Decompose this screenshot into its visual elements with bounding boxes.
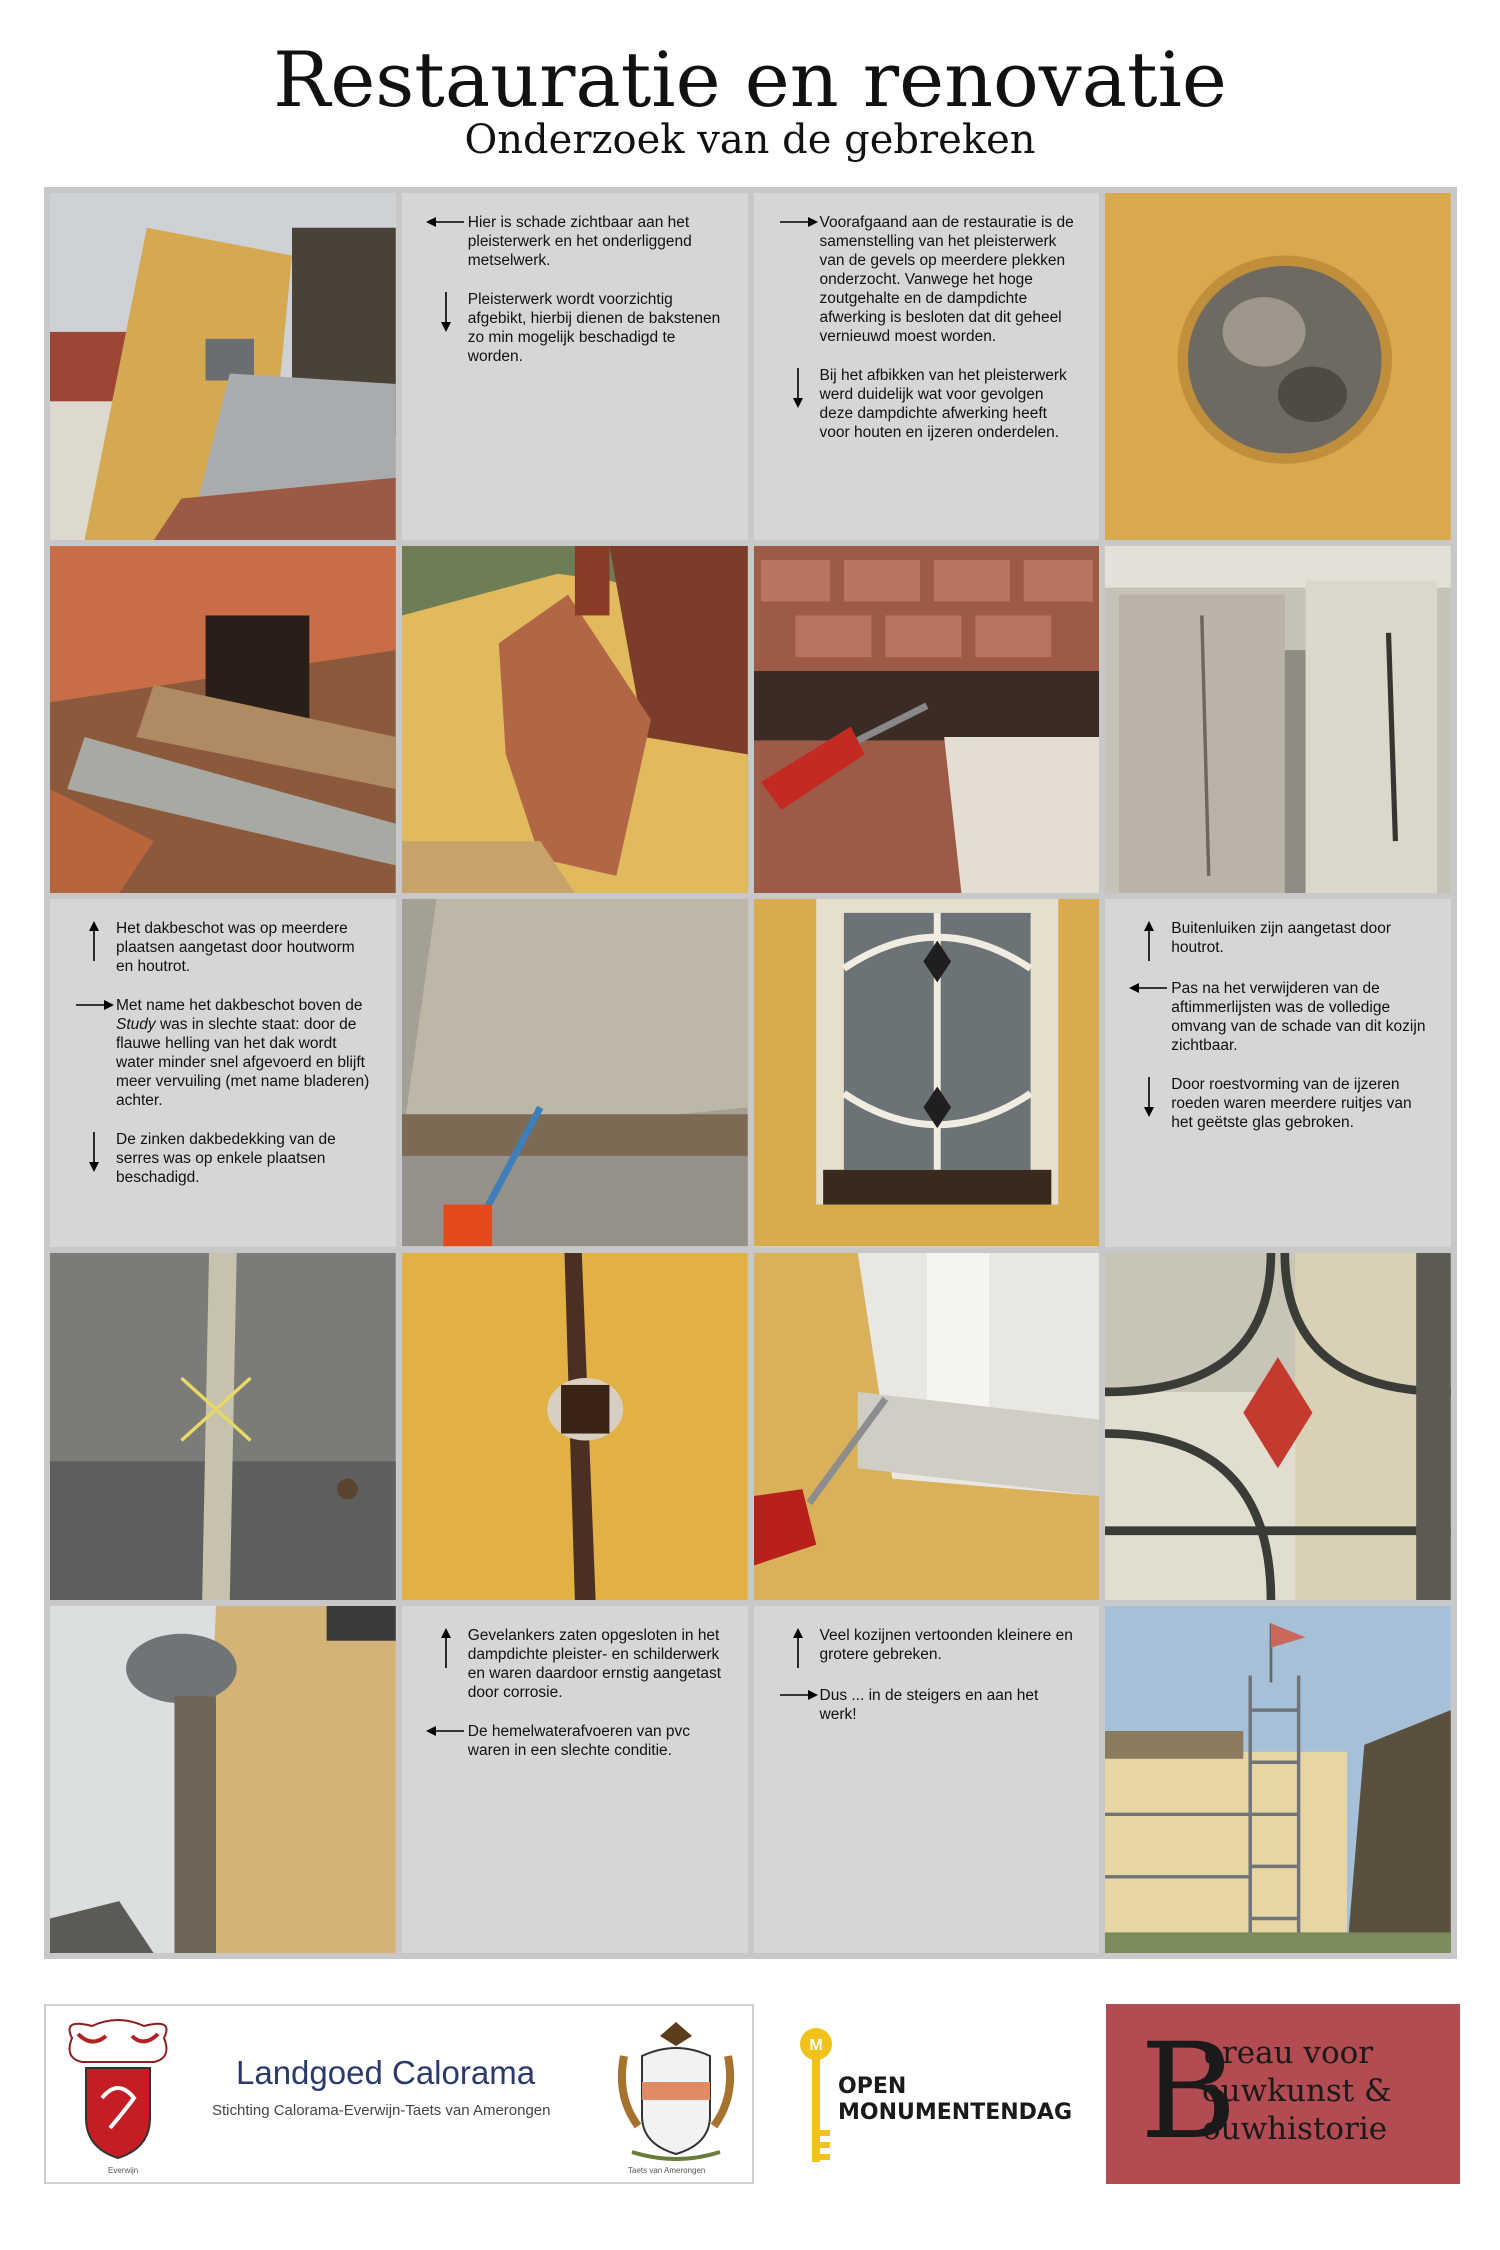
paragraph-text: Hier is schade zichtbaar aan het pleisterwerk en het onderliggend metselwerk. [467,214,692,269]
paragraph-text: Veel kozijnen vertoonden kleinere en grotere gebreken. [819,1626,1073,1663]
paragraph-text: De zinken dakbedekking van de serres was op enkele plaatsen beschadigd. [116,1131,336,1187]
bureau-bouwkunst-logo [1106,2004,1460,2184]
text-paragraph [776,213,1078,346]
arrow-right-icon [72,996,116,1036]
text-paragraph [72,1130,374,1187]
paragraph-text: De hemelwaterafvoeren van pvc waren in een slechte conditie. [467,1722,691,1759]
photo-damaged-roof-tiles [50,546,396,893]
text-paragraph [72,996,374,1110]
paragraph-text: Pleisterwerk wordt voorzichtig afgebikt, hierbij dienen de bakstenen zo min mogelijk beschadigd te worden. [467,291,721,365]
text-paragraph [72,919,374,976]
text-window-frames [754,1606,1100,1953]
photo-shutters-wood-rot [1105,546,1451,893]
bureau-line1: ureau voor [1202,2035,1374,2071]
photo-corroded-wall-anchor [402,1253,748,1600]
landgoed-title: Landgoed Calorama [236,2054,536,2091]
text-paragraph [424,1626,726,1702]
page-subtitle: Onderzoek van de gebreken [464,117,1036,163]
arrow-right-icon [776,1686,820,1726]
arrow-left-icon [424,213,468,253]
text-paragraph [1127,919,1429,959]
open-monumentendag-line2: MONUMENTENDAG [838,2100,1072,2125]
text-paragraph [424,1722,726,1762]
paragraph-text: Dus ... in de steigers en aan het werk! [819,1686,1039,1723]
arrow-left-icon [1127,979,1171,1019]
arrow-up-icon [1127,919,1171,959]
paragraph-text: Gevelankers zaten opgesloten in het dampdichte pleister- en schilderwerk en waren daardoor ernstig aangetast door corrosie. [467,1626,722,1701]
text-paragraph [424,290,726,366]
open-monumentendag-line1: OPEN [838,2074,907,2099]
paragraph-text [116,996,374,1110]
text-shutters-frames [1105,899,1451,1246]
arrow-up-icon [424,1626,468,1666]
photo-text-grid [44,187,1457,1959]
paragraph-text: Bij het afbikken van het pleisterwerk werd duidelijk wat voor gevolgen deze dampdichte afwerking heeft voor houten en ijzeren onderdelen. [819,367,1067,441]
photo-zinc-roof-seam [50,1253,396,1600]
photo-rainwater-pipe [50,1606,396,1953]
landgoed-subtitle: Stichting Calorama-Everwijn-Taets van Amerongen [212,2102,551,2119]
arrow-up-icon [72,919,116,959]
paragraph-text: Voorafgaand aan de restauratie is de samenstelling van het pleisterwerk van de gevels op meerdere plekken onderzocht. Vanwege het hoge zoutgehalte en de dampdichte afwerking is besloten dat dit geheel vernieuwd moest worden. [819,214,1074,345]
bureau-big-letter: B [1140,2015,1238,2169]
italic-study: Study [116,1016,156,1034]
photo-exposed-brickwork-gable [402,546,748,893]
key-icon [796,2026,836,2166]
photo-broken-etched-glass [1105,1253,1451,1600]
text-paragraph [424,213,726,270]
text-paragraph [1127,1075,1429,1132]
page-title: Restauratie en renovatie [273,35,1227,124]
photo-wormeaten-roof-boards [402,899,748,1246]
arrow-down-icon [776,366,820,406]
arrow-up-icon [776,1626,820,1666]
arrow-left-icon [424,1722,468,1762]
everwijn-crest-icon [62,2018,174,2168]
photo-window-sill-screwdriver [754,1253,1100,1600]
photo-leaded-window-frame [754,899,1100,1246]
photo-chimney [50,193,396,540]
bureau-line3: ouwhistorie [1202,2111,1388,2147]
text-span: Met name het dakbeschot boven de [116,997,363,1015]
paragraph-text: Door roestvorming van de ijzeren roeden waren meerdere ruitjes van het geëtste glas gebroken. [1171,1076,1412,1132]
paragraph-text: Pas na het verwijderen van de aftimmerlijsten was de volledige omvang van de schade van dit kozijn zichtbaar. [1171,980,1426,1055]
photo-scaffolding-building [1105,1606,1451,1953]
arrow-down-icon [72,1130,116,1170]
text-paragraph [1127,979,1429,1055]
text-plaster-damage [402,193,748,540]
crest-caption-right: Taets van Amerongen [628,2166,706,2175]
arrow-down-icon [1127,1075,1171,1115]
landgoed-calorama-logo [44,2004,754,2184]
text-roof-boarding [50,899,396,1246]
photo-plaster-sample-hole [1105,193,1451,540]
arrow-right-icon [776,213,820,253]
text-paragraph [776,366,1078,442]
crest-caption-left: Everwijn [108,2166,139,2175]
text-anchors-pipes [402,1606,748,1953]
paragraph-text: Buitenluiken zijn aangetast door houtrot. [1171,920,1391,957]
text-paragraph [776,1686,1078,1726]
text-paragraph [776,1626,1078,1666]
key-letter: M [809,2037,823,2054]
arrow-down-icon [424,290,468,330]
paragraph-text: Het dakbeschot was op meerdere plaatsen aangetast door houtworm en houtrot. [116,920,355,976]
text-span: was in slechte staat: door de flauwe helling van het dak wordt water minder snel afgevoerd en blijft meer vervuiling (met name bladeren) achter. [116,1016,370,1110]
taets-van-amerongen-crest-icon [612,2016,740,2166]
text-plaster-research [754,193,1100,540]
photo-rotten-lintel-screwdriver [754,546,1100,893]
bureau-line2: ouwkunst & [1202,2073,1392,2109]
